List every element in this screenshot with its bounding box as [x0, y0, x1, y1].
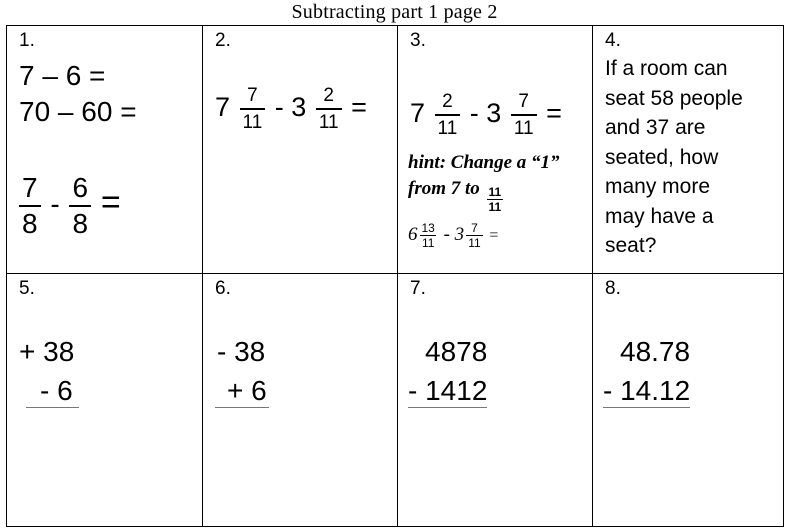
problem-1-line-2: 70 – 60 =	[19, 96, 137, 127]
problem-2-expression	[215, 86, 367, 132]
word-problem-line: seat 58 people	[605, 86, 743, 110]
hint-line-2	[408, 178, 505, 213]
numerator: 7	[247, 85, 258, 106]
worksheet-grid	[6, 25, 784, 527]
problem-1-line-1: 7 – 6 =	[19, 60, 106, 91]
vertical-top-line: 48.78	[620, 336, 691, 367]
problem-number: 6.	[215, 278, 231, 299]
denominator: 11	[240, 108, 266, 132]
vertical-top-line: - 38	[217, 336, 266, 367]
whole-number: 7	[215, 92, 231, 123]
equals-sign: =	[100, 183, 121, 222]
equals-sign: =	[351, 92, 367, 123]
denominator: 11	[435, 114, 461, 138]
whole-number: 7	[410, 98, 426, 129]
fraction	[240, 86, 266, 132]
word-problem-line: and 37 are	[605, 116, 706, 139]
equals-sign: =	[546, 98, 562, 129]
problem-3-expression	[410, 92, 562, 138]
problem-1-cell	[7, 26, 203, 274]
denominator: 11	[468, 236, 481, 250]
denominator: 11	[488, 200, 502, 214]
equals-sign: =	[489, 226, 499, 244]
underlined-operand: - 1412	[408, 375, 488, 406]
fraction	[435, 92, 461, 138]
numerator: 6	[72, 172, 89, 203]
word-problem-line: seat?	[605, 234, 657, 257]
vertical-top-line: 4878	[425, 336, 488, 367]
denominator: 8	[69, 205, 91, 238]
numerator: 13	[421, 221, 435, 235]
fraction	[511, 92, 537, 138]
hint-line-1: hint: Change a “1”	[408, 152, 560, 173]
word-problem	[605, 54, 743, 261]
numerator: 2	[323, 85, 334, 106]
problem-6-cell	[203, 274, 398, 527]
problem-1-fraction-expression	[17, 174, 121, 238]
fraction	[69, 174, 91, 238]
word-problem-line: many more	[605, 175, 711, 198]
denominator: 11	[511, 114, 537, 138]
hint-line-3	[408, 222, 498, 249]
problem-7-cell	[398, 274, 593, 527]
problem-number: 4.	[605, 30, 621, 51]
problem-4-cell	[593, 26, 784, 274]
fraction	[420, 222, 437, 249]
numerator: 11	[488, 185, 502, 199]
fraction	[466, 222, 482, 249]
fraction	[19, 174, 41, 238]
vertical-bottom-line	[215, 374, 269, 408]
underlined-operand: - 14.12	[603, 375, 691, 406]
vertical-bottom-line	[603, 374, 690, 408]
denominator: 11	[421, 236, 435, 250]
page-title: Subtracting part 1 page 2	[291, 1, 498, 23]
problem-number: 7.	[410, 278, 426, 299]
hint-text: from 7 to	[408, 178, 480, 199]
problem-number: 8.	[605, 278, 621, 299]
problem-8-cell	[593, 274, 784, 527]
minus-whole: - 3	[469, 98, 502, 129]
numerator: 7	[471, 221, 478, 235]
word-problem-line: If a room can	[605, 57, 728, 80]
vertical-bottom-line	[26, 374, 79, 408]
numerator: 2	[442, 91, 453, 112]
minus-whole: - 3	[443, 223, 465, 245]
problem-number: 2.	[215, 30, 231, 51]
numerator: 7	[22, 172, 38, 203]
minus-sign: -	[50, 188, 60, 220]
fraction	[316, 86, 342, 132]
underlined-operand: - 6	[26, 374, 79, 408]
minus-whole: - 3	[274, 92, 307, 123]
underlined-operand: + 6	[215, 374, 269, 408]
problem-3-cell	[398, 26, 593, 274]
problem-number: 3.	[410, 30, 426, 51]
problem-number: 5.	[19, 278, 35, 299]
whole-number: 6	[408, 223, 418, 245]
numerator: 7	[518, 91, 529, 112]
vertical-bottom-line	[408, 374, 487, 408]
word-problem-line: may have a	[605, 204, 714, 228]
problem-2-cell	[203, 26, 398, 274]
vertical-top-line: + 38	[19, 336, 75, 367]
denominator: 8	[19, 205, 41, 238]
denominator: 11	[316, 108, 342, 132]
problem-number: 1.	[19, 30, 35, 51]
fraction	[487, 186, 504, 213]
problem-5-cell	[7, 274, 203, 527]
word-problem-line: seated, how	[605, 145, 719, 169]
